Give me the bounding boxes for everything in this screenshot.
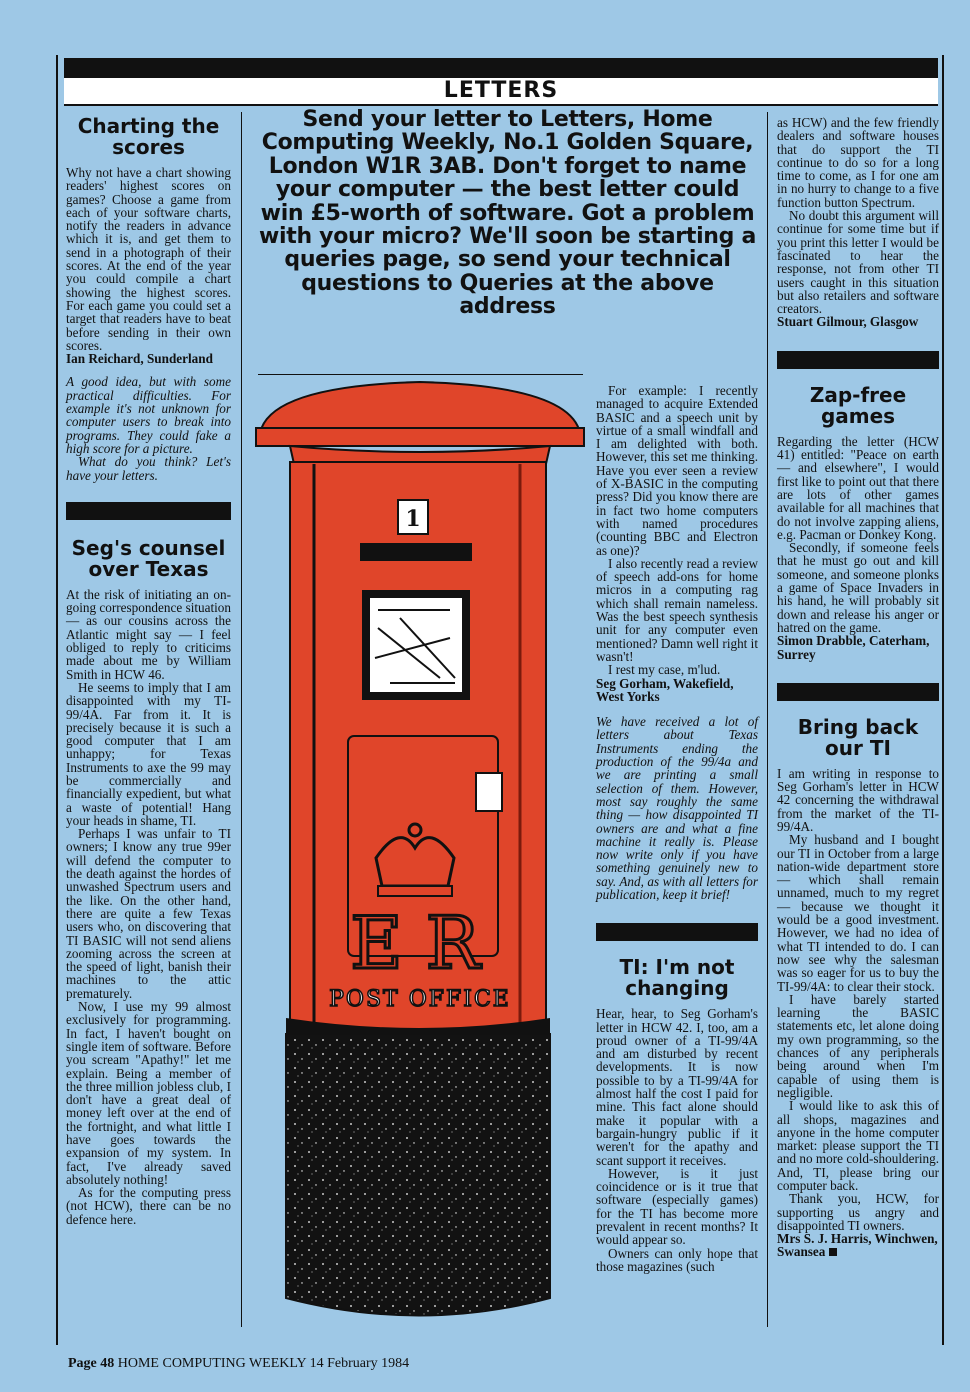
footer-publication: HOME COMPUTING WEEKLY 14 February 1984: [117, 1356, 410, 1371]
divider-bar: [66, 502, 231, 520]
letter3-para: Hear, hear, to Seg Gorham's letter in HCW 42. I, too, am a proud owner of a TI-99/4A and am disturbed by recent developments. It is now possible to by a TI-99/4A for almost half the cost I paid for mine. This fact alone should make it popular with a bargain-hungry public if it weren't for the apathy and scant support it receives.: [596, 1006, 758, 1168]
letter4-para: Regarding the letter (HCW 41) entitled: "Peace on earth — and elsewhere", I would first like to point out that there are lots of other games available for all machines that do not involve zapping aliens, e.g. Pacman or Donkey Kong.: [777, 433, 939, 542]
royal-cypher: E R: [350, 901, 480, 985]
letter2-para: Perhaps I was unfair to TI owners; I know any true 99er will defend the computer to the death against the hordes of unwashed Spectrum users and the like. On the other hand, there are quite a few Texas users who, on discovering that TI BASIC will not send aliens zooming across the screen at the speed of light, banish their machines to the attic prematurely.: [66, 826, 231, 1001]
letter1-reply: A good idea, but with some practical difficulties. For example it's not unknown for computer users to break into programs. They could fake a high score for a picture.: [66, 374, 231, 456]
letter5-signature-text: Mrs S. J. Harris, Winchwen, Swansea: [777, 1231, 938, 1260]
editorial-note: We have received a lot of letters about Texas Instruments ending the production of the 99/4a and we are printing a small selection of them. However, most say roughly the same thing — how disappointed TI owners are and what a fine machine it really is. Please now write only if you have something genuinely new to say. And, as with all letters for publication, keep it brief!: [596, 714, 758, 902]
divider-bar: [777, 683, 939, 701]
letter2-title: Seg's counsel over Texas: [71, 535, 226, 581]
letter4-para: Secondly, if someone feels that he must go out and kill someone, and someone plonks a game of Space Invaders in his hand, he will probably sit down and release his anger or hatred on the game.: [777, 540, 939, 635]
letter3-cont-para: No doubt this argument will continue for some time but if you print this letter I would be fascinated to hear the response, not from other TI users caught in this situation but also retailers and software creators.: [777, 208, 939, 317]
letter5-para: Thank you, HCW, for supporting us angry and disappointed TI owners.: [777, 1191, 939, 1233]
intro-text: Send your letter to Letters, Home Computing Weekly, No.1 Golden Square, London W1R 3AB. Don't forget to name your computer — the best letter could win £5-worth of software. Got a problem with your micro? We'll soon be starting a queries page, so send your technical questions to Queries at the above address: [258, 107, 757, 320]
top-black-bar: [64, 58, 938, 78]
letter3-signature: Stuart Gilmour, Glasgow: [777, 314, 919, 330]
letter2-cont-para: For example: I recently managed to acquire Extended BASIC and a speech unit by virtue of a small windfall and I am delighted with both. However, this set me thinking. Have you ever seen a review of X-BASIC in the computing press? Did you know there are in fact two home computers with named procedures (counting BBC and Electron as one)?: [596, 383, 758, 558]
letter3-para: However, is it just coincidence or is it true that software (especially games) for the TI has become more prevalent in recent months? It would appear so.: [596, 1165, 758, 1248]
intro-rule: [258, 374, 583, 375]
section-title: LETTERS: [64, 78, 938, 106]
letter5-para: I would like to ask this of all shops, magazines and anyone in the home computer market: please support the TI and no more cold-shouldering. And, TI, please bring our computer back.: [777, 1098, 939, 1193]
divider-bar: [777, 351, 939, 369]
letter2-signature: Seg Gorham, Wakefield, West Yorks: [596, 675, 734, 704]
page-footer: [68, 1356, 409, 1372]
letter2-para: Now, I use my 99 almost exclusively for programming. In fact, I haven't bought on single item of software. Before you scream "Apathy!" let me explain. Being a member of the three million jobless club, I don't have a great deal of money left over at the end of the fortnight, and what little I have goes towards the expansion of my system. In fact, I've already saved absolutely nothing!: [66, 999, 231, 1187]
letter5-para: My husband and I bought our TI in October from a large nation-wide department store — which shall remain unnamed, much to my regret — because we thought it would be a good investment. However, we had no idea of what TI intended to do. I can now see why the salesman was so eager for us to buy the TI-99/4A: to clear their stock.: [777, 832, 939, 994]
letter5-signature: [777, 1232, 939, 1259]
letter3-cont-para: as HCW) and the few friendly dealers and software houses that do support the TI continue to do so for a long time to come, as I for one am in no hurry to change to a five function button Spectrum.: [777, 115, 939, 210]
end-mark-icon: [829, 1248, 837, 1256]
letter4-title: Zap-free games: [809, 382, 907, 428]
page-number: Page 48: [68, 1356, 115, 1371]
column-rule: [767, 112, 768, 1327]
letter5-para: I am writing in response to Seg Gorham's letter in HCW 42 concerning the withdrawal from the market of the TI-99/4A.: [777, 765, 939, 834]
slot-number: 1: [405, 506, 421, 532]
letter3-title: TI: I'm not changing: [619, 955, 735, 1001]
column-3: [596, 384, 758, 1273]
letter5-title: Bring back our TI: [797, 714, 919, 760]
letter1-title: Charting the scores: [77, 114, 220, 159]
column-1: [66, 116, 231, 1226]
letter2-cont-para: I rest my case, m'lud.: [608, 662, 721, 678]
letter2-para: As for the computing press (not HCW), there can be no defence here.: [66, 1185, 231, 1227]
letter4-signature: Simon Drabble, Caterham, Surrey: [777, 633, 930, 662]
postbox-illustration: [250, 378, 590, 1323]
column-4: [777, 116, 939, 1259]
letter2-cont-para: I also recently read a review of speech add-ons for home micros in a computing rag which shall remain nameless. Was the best speech synthesis unit for any computer even mentioned? Damn well right it wasn't!: [596, 555, 758, 664]
divider-bar: [596, 923, 758, 941]
letter1-body: Why not have a chart showing readers' highest scores on games? Choose a game from each of your software charts, notify the readers in advance which it is, and get them to send in a photograph of their scores. At the end of the year you could compile a chart showing the highest scores. For each game you could set a target that readers have to beat before sending in their own scores.: [66, 165, 231, 353]
post-office-label: POST OFFICE: [329, 987, 511, 1012]
letter3-para: Owners can only hope that those magazines (such: [596, 1245, 758, 1274]
letter1-signature: Ian Reichard, Sunderland: [66, 351, 213, 367]
column-rule: [241, 112, 242, 1327]
letter2-para: At the risk of initiating an on-going correspondence situation — as our cousins across the Atlantic might say — I feel obliged to reply to criticims made about me by William Smith in HCW 46.: [66, 586, 231, 682]
letter1-reply-2: What do you think? Let's have your letters.: [66, 454, 231, 483]
letter5-para: I have barely started learning the BASIC statements etc, let alone doing my own programming, so the chances of any peripherals being around when I'm capable of using them is negligible.: [777, 991, 939, 1100]
letter2-para: He seems to imply that I am disappointed with my TI-99/4A. Far from it. It is precisely because it is such a good computer that I am unhappy; for Texas Instruments to axe the 99 may be commercially and financially expedient, but what a waste of potential! Hang your heads in shame, TI.: [66, 679, 231, 828]
